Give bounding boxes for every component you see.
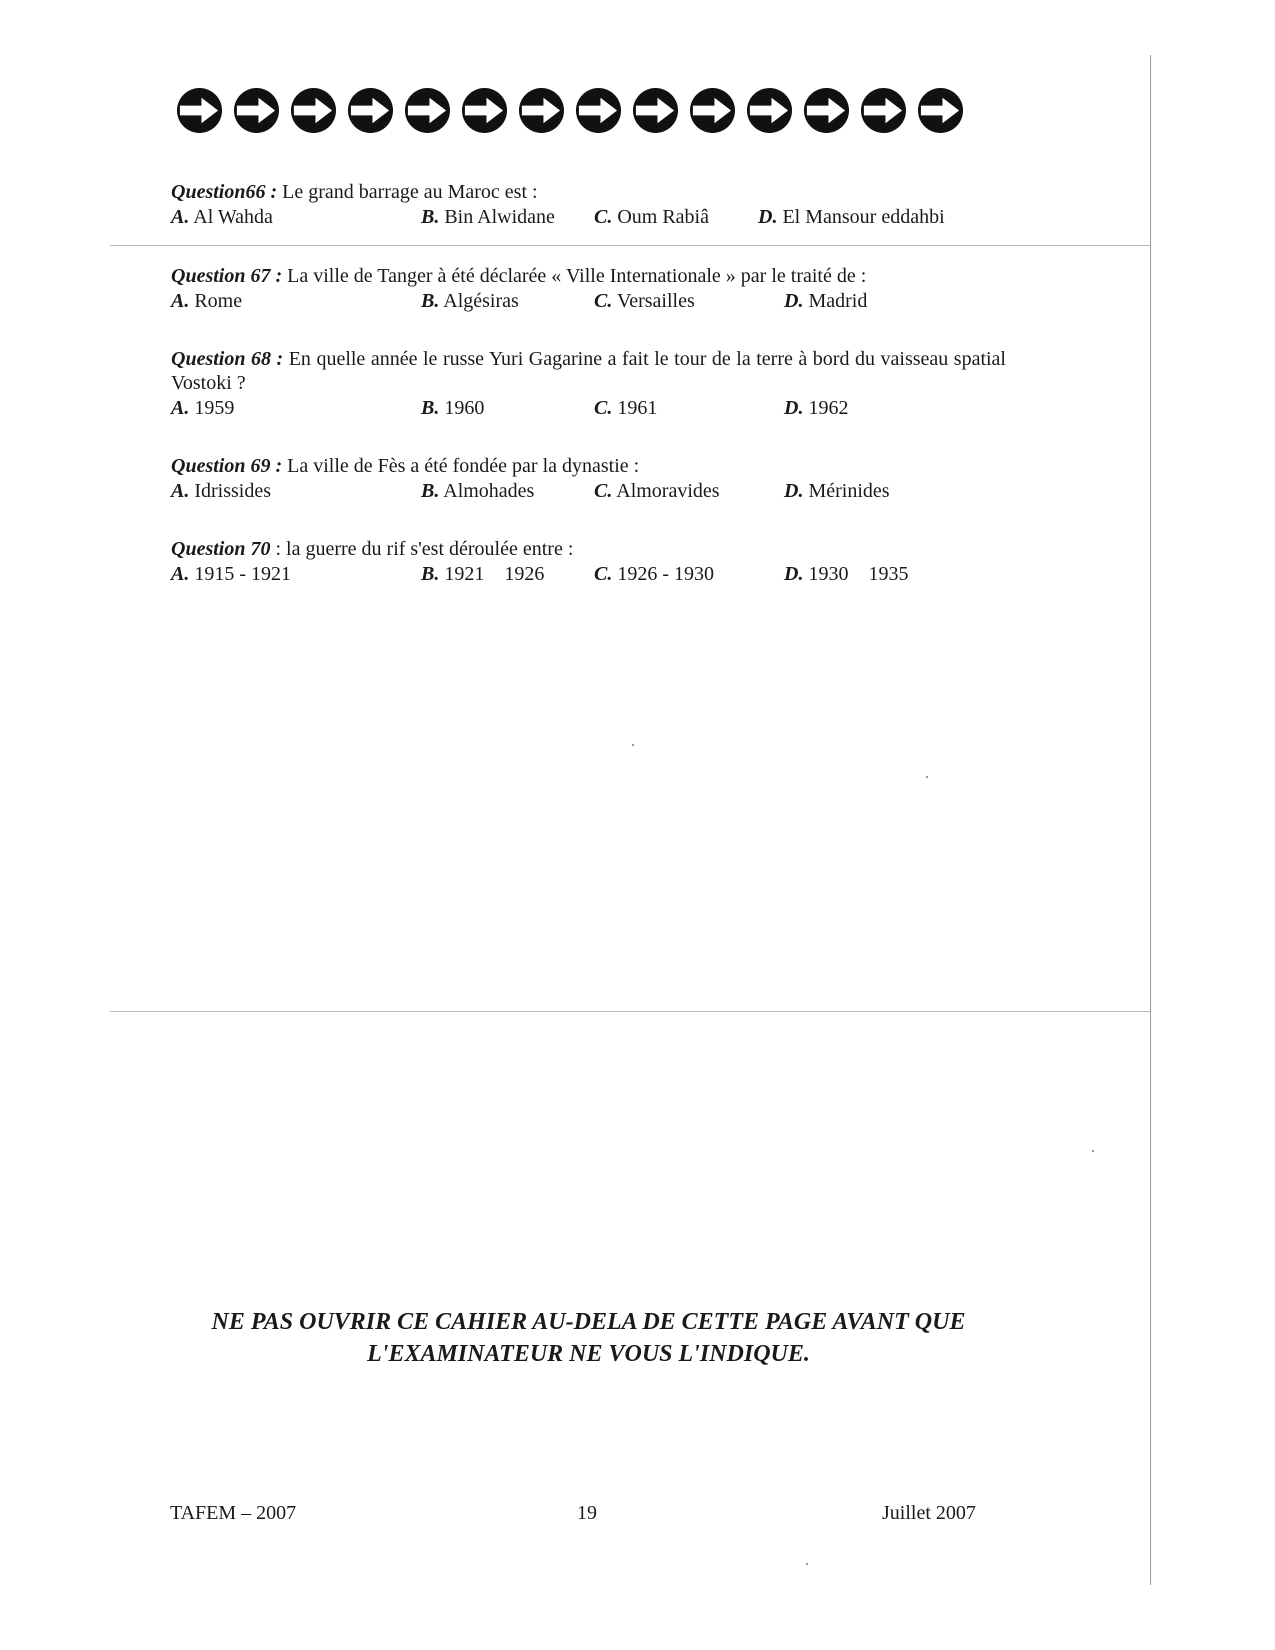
footer-left: TAFEM – 2007: [170, 1502, 297, 1524]
arrow-right-icon: [689, 87, 736, 134]
page-edge-line: [1150, 55, 1151, 1585]
scan-speck: [632, 744, 634, 746]
arrow-right-icon: [404, 87, 451, 134]
scan-speck: [806, 1563, 808, 1565]
question-label: Question66 :: [171, 181, 278, 203]
question-label: Question 67 :: [171, 265, 283, 287]
option-a: A. 1915 - 1921: [171, 563, 292, 585]
question-70: [171, 537, 1006, 586]
question-67: [171, 264, 1006, 313]
scan-speck: [1092, 1150, 1094, 1152]
arrow-right-icon: [803, 87, 850, 134]
answer-options: [171, 289, 1006, 313]
question-68: [171, 347, 1006, 420]
option-a: A. 1959: [171, 397, 235, 419]
arrow-right-icon: [518, 87, 565, 134]
scan-speck: [926, 776, 928, 778]
option-c: C. 1926 - 1930: [594, 563, 715, 585]
footer-date: Juillet 2007: [882, 1502, 976, 1524]
question-text: La ville de Tanger à été déclarée « Ville Internationale » par le traité de :: [287, 265, 867, 287]
arrow-right-icon: [290, 87, 337, 134]
divider: [110, 245, 1150, 246]
arrow-right-icon: [233, 87, 280, 134]
option-a: A. Idrissides: [171, 480, 272, 502]
option-d: D. 1930 1935: [784, 563, 909, 585]
question-text: : la guerre du rif s'est déroulée entre :: [275, 538, 574, 560]
option-a: A. Rome: [171, 290, 243, 312]
question-text: En quelle année le russe Yuri Gagarine a fait le tour de la terre à bord du vaisseau spatial Vostoki ?: [171, 348, 1006, 394]
option-d: D. Madrid: [784, 290, 868, 312]
answer-options: [171, 396, 1006, 420]
question-text: Le grand barrage au Maroc est :: [282, 181, 538, 203]
arrow-right-icon: [575, 87, 622, 134]
option-a: A. Al Wahda: [171, 206, 273, 228]
question-69: [171, 454, 1006, 503]
answer-options: [171, 479, 1006, 503]
question-label: Question 70: [171, 538, 271, 560]
option-c: C. Oum Rabiâ: [594, 206, 709, 228]
question-text: La ville de Fès a été fondée par la dynastie :: [287, 455, 640, 477]
arrow-right-icon: [860, 87, 907, 134]
arrow-right-icon: [746, 87, 793, 134]
question-66: [171, 180, 1006, 229]
answer-options: [171, 205, 1006, 229]
option-d: D. El Mansour eddahbi: [758, 206, 945, 228]
notice-line-1: NE PAS OUVRIR CE CAHIER AU-DELA DE CETTE PAGE AVANT QUE: [211, 1309, 966, 1335]
option-c: C. Versailles: [594, 290, 695, 312]
arrow-right-icon: [347, 87, 394, 134]
option-b: B. Bin Alwidane: [421, 206, 555, 228]
answer-options: [171, 562, 1006, 586]
option-d: D. Mérinides: [784, 480, 890, 502]
divider: [110, 1011, 1150, 1012]
arrow-right-icon: [176, 87, 223, 134]
option-c: C. Almoravides: [594, 480, 720, 502]
arrow-banner: [176, 87, 964, 134]
exam-notice: [171, 1306, 1006, 1370]
question-label: Question 69 :: [171, 455, 283, 477]
option-b: B. 1921 1926: [421, 563, 545, 585]
arrow-right-icon: [461, 87, 508, 134]
page-number: 19: [577, 1502, 597, 1524]
arrow-right-icon: [632, 87, 679, 134]
arrow-right-icon: [917, 87, 964, 134]
notice-line-2: L'EXAMINATEUR NE VOUS L'INDIQUE.: [367, 1341, 810, 1367]
option-b: B. Almohades: [421, 480, 535, 502]
option-b: B. Algésiras: [421, 290, 519, 312]
option-c: C. 1961: [594, 397, 658, 419]
question-label: Question 68 :: [171, 348, 284, 370]
option-b: B. 1960: [421, 397, 485, 419]
option-d: D. 1962: [784, 397, 849, 419]
